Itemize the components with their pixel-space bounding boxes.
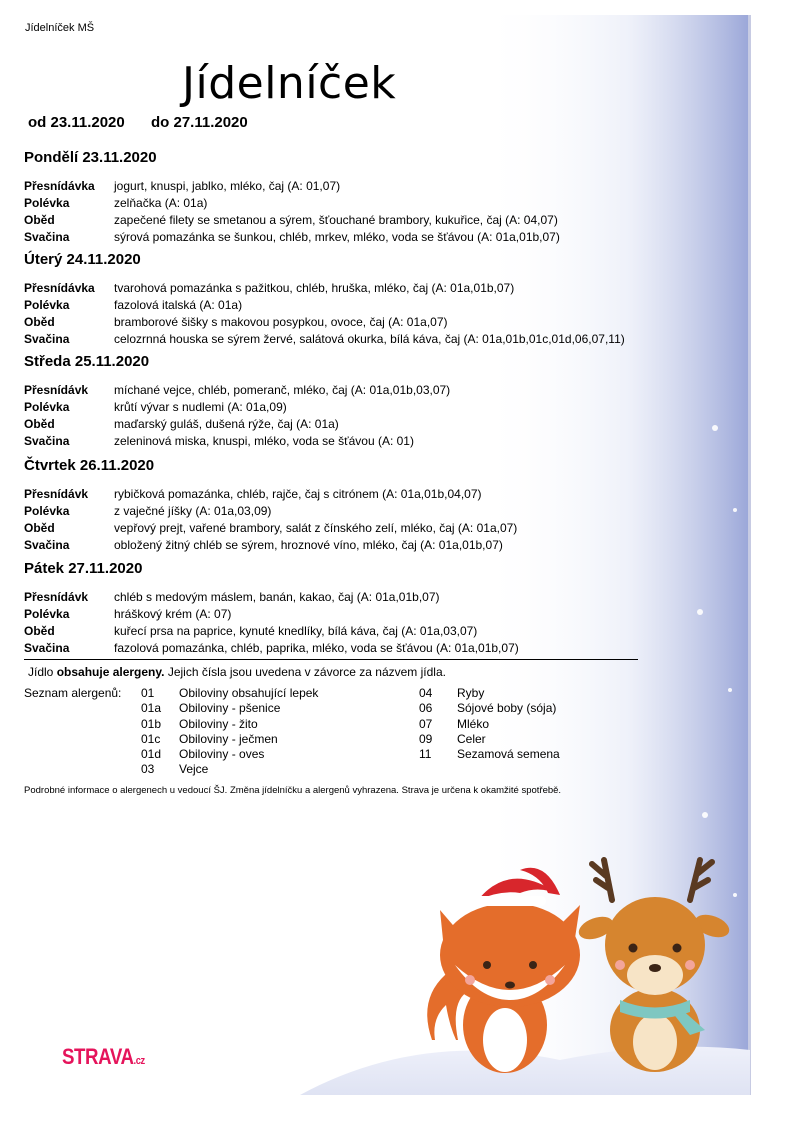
allergen-name: Ryby (457, 686, 485, 700)
allergen-name: Sójové boby (sója) (457, 701, 557, 716)
allergen-name: Obiloviny - pšenice (179, 701, 281, 716)
day-section-monday (24, 149, 704, 246)
allergen-item (141, 732, 318, 747)
allergen-code: 01a (141, 701, 162, 716)
meal-food: zelňačka (A: 01a) (114, 196, 208, 210)
meal-row (24, 280, 704, 297)
allergen-name: Mléko (457, 716, 490, 731)
allergen-list-right (419, 686, 560, 762)
allergen-name: Obiloviny - žito (179, 716, 258, 731)
meal-row (24, 178, 704, 195)
allergen-item (419, 747, 560, 762)
allergen-name: Obiloviny - ječmen (179, 731, 278, 746)
meal-label: Svačina (24, 434, 70, 448)
meal-food: chléb s medovým máslem, banán, kakao, čaj (A: 01a,01b,07) (114, 590, 440, 604)
day-title: Středa 25.11.2020 (24, 353, 150, 370)
allergen-name: Obiloviny obsahující lepek (179, 686, 319, 700)
logo-suffix: .cz (133, 1055, 145, 1067)
meal-row (24, 331, 704, 348)
allergen-code: 01b (141, 716, 162, 731)
meal-food: vepřový prejt, vařené brambory, salát z čínského zelí, mléko, čaj (A: 01a,07) (114, 521, 518, 535)
meal-row (24, 212, 704, 229)
meal-label: Svačina (24, 538, 70, 552)
meal-label: Polévka (24, 196, 70, 210)
meal-row (24, 382, 704, 399)
allergen-name: Celer (457, 731, 486, 746)
meal-label: Oběd (24, 213, 55, 227)
day-section-friday (24, 560, 704, 657)
day-section-tuesday (24, 251, 704, 348)
allergen-code: 04 (419, 686, 433, 700)
meal-food: zapečené filety se smetanou a sýrem, šťouchané brambory, kukuřice, čaj (A: 04,07) (114, 213, 558, 227)
allergen-item (141, 762, 318, 777)
meal-row (24, 623, 704, 640)
allergen-code: 03 (141, 762, 155, 777)
allergen-item (141, 701, 318, 716)
allergen-code: 06 (419, 701, 433, 716)
meal-food: krůtí vývar s nudlemi (A: 01a,09) (114, 400, 287, 414)
document-label: Jídelníček MŠ (25, 22, 95, 34)
meal-food: maďarský guláš, dušená rýže, čaj (A: 01a) (114, 417, 339, 431)
allergen-name: Vejce (179, 762, 209, 777)
meal-row (24, 520, 704, 537)
meal-food: celozrnná houska se sýrem žervé, salátová okurka, bílá káva, čaj (A: 01a,01b,01c,01d,06,07,11) (114, 332, 625, 346)
day-section-thursday (24, 457, 704, 554)
meal-food: z vaječné jíšky (A: 01a,03,09) (114, 504, 272, 518)
meal-label: Přesnídávka (24, 179, 95, 193)
meal-label: Přesnídávk (24, 590, 89, 604)
divider (24, 659, 638, 660)
meal-row (24, 399, 704, 416)
meal-food: jogurt, knuspi, jablko, mléko, čaj (A: 01,07) (114, 179, 341, 193)
page-title: Jídelníček (182, 58, 397, 109)
meal-food: tvarohová pomazánka s pažitkou, chléb, hruška, mléko, čaj (A: 01a,01b,07) (114, 281, 515, 295)
allergen-name: Obiloviny - oves (179, 747, 265, 762)
meal-food: fazolová pomazánka, chléb, paprika, mléko, voda se šťávou (A: 01a,01b,07) (114, 641, 519, 655)
allergen-code: 01c (141, 731, 161, 746)
meal-row (24, 640, 704, 657)
meal-label: Polévka (24, 298, 70, 312)
meal-row (24, 606, 704, 623)
meal-label: Přesnídávk (24, 383, 89, 397)
meal-row (24, 297, 704, 314)
allergen-name: Sezamová semena (457, 747, 560, 762)
meal-food: sýrová pomazánka se šunkou, chléb, mrkev, mléko, voda se šťávou (A: 01a,01b,07) (114, 230, 560, 244)
allergen-list-left (141, 686, 318, 778)
allergen-note (28, 665, 446, 679)
meal-food: zeleninová miska, knuspi, mléko, voda se šťávou (A: 01) (114, 434, 414, 448)
meal-row (24, 503, 704, 520)
allergen-item (419, 701, 560, 716)
meal-food: bramborové šišky s makovou posypkou, ovoce, čaj (A: 01a,07) (114, 315, 448, 329)
allergen-code: 09 (419, 731, 433, 746)
meal-food: míchané vejce, chléb, pomeranč, mléko, čaj (A: 01a,01b,03,07) (114, 383, 451, 397)
allergen-item (141, 747, 318, 762)
meal-label: Polévka (24, 504, 70, 518)
strava-logo[interactable] (62, 1044, 145, 1070)
meal-food: rybičková pomazánka, chléb, rajče, čaj s citrónem (A: 01a,01b,04,07) (114, 487, 482, 501)
meal-food: kuřecí prsa na paprice, kynuté knedlíky, bílá káva, čaj (A: 01a,03,07) (114, 624, 478, 638)
meal-row (24, 416, 704, 433)
day-title: Pátek 27.11.2020 (24, 560, 143, 577)
meal-label: Svačina (24, 641, 70, 655)
allergen-item (141, 717, 318, 732)
day-title: Úterý 24.11.2020 (24, 251, 141, 268)
meal-label: Svačina (24, 332, 70, 346)
meal-label: Oběd (24, 521, 55, 535)
date-from: od 23.11.2020 (28, 114, 125, 131)
allergen-item (419, 686, 560, 701)
meal-food: fazolová italská (A: 01a) (114, 298, 243, 312)
note-suffix: Jejich čísla jsou uvedena v závorce za názvem jídla. (164, 665, 446, 679)
meal-label: Oběd (24, 624, 55, 638)
day-title: Čtvrtek 26.11.2020 (24, 457, 155, 474)
allergen-code: 11 (419, 747, 432, 762)
allergen-code: 07 (419, 716, 433, 731)
note-bold: obsahuje alergeny. (56, 665, 165, 679)
meal-row (24, 486, 704, 503)
day-section-wednesday (24, 353, 704, 450)
meal-label: Svačina (24, 230, 70, 244)
day-title: Pondělí 23.11.2020 (24, 149, 157, 166)
meal-label: Oběd (24, 315, 55, 329)
meal-row (24, 229, 704, 246)
footer-note: Podrobné informace o alergenech u vedoucí ŠJ. Změna jídelníčku a alergenů vyhrazena. Strava je určena k okamžité spotřebě. (24, 785, 562, 796)
allergen-item (419, 717, 560, 732)
allergen-item (141, 686, 318, 701)
logo-main: STRAVA (62, 1044, 134, 1069)
meal-label: Polévka (24, 607, 70, 621)
date-to: do 27.11.2020 (151, 114, 248, 131)
meal-food: obložený žitný chléb se sýrem, hroznové víno, mléko, čaj (A: 01a,01b,07) (114, 538, 503, 552)
meal-row (24, 195, 704, 212)
allergen-list-label: Seznam alergenů: (24, 686, 122, 700)
meal-row (24, 314, 704, 331)
meal-label: Přesnídávk (24, 487, 89, 501)
meal-row (24, 537, 704, 554)
meal-label: Oběd (24, 417, 55, 431)
meal-row (24, 433, 704, 450)
meal-row (24, 589, 704, 606)
allergen-item (419, 732, 560, 747)
meal-food: hráškový krém (A: 07) (114, 607, 232, 621)
note-prefix: Jídlo (28, 665, 57, 679)
allergen-code: 01 (141, 686, 155, 700)
meal-label: Přesnídávka (24, 281, 95, 295)
meal-label: Polévka (24, 400, 70, 414)
allergen-code: 01d (141, 747, 162, 762)
